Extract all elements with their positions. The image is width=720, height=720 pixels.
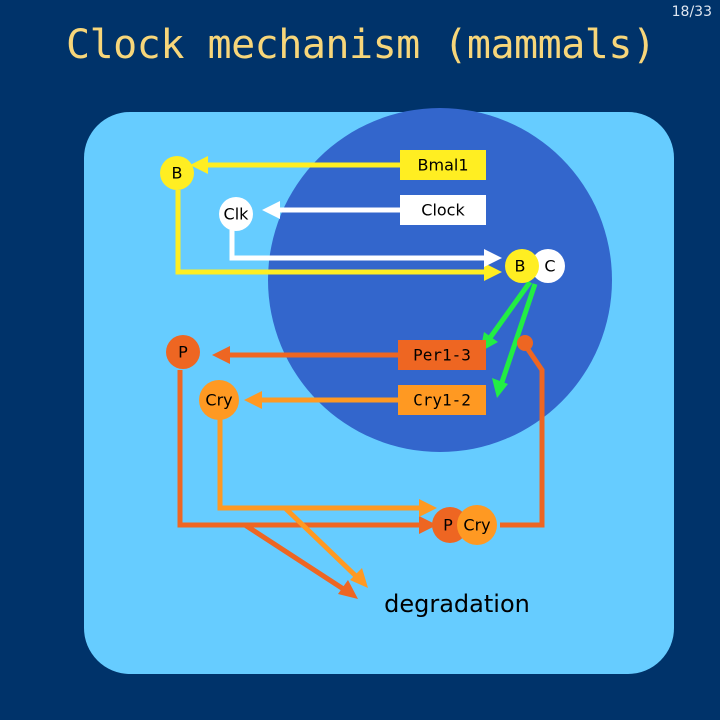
degradation-arrow-p xyxy=(245,525,348,592)
page-number: 18/33 xyxy=(671,4,712,20)
degradation-label: degradation xyxy=(384,590,530,618)
repression-end xyxy=(517,335,533,351)
per-gene-label: Per1-3 xyxy=(413,345,471,365)
cry-arrowhead xyxy=(244,391,262,409)
clock-arrowhead xyxy=(262,201,280,219)
cry-gene-label: Cry1-2 xyxy=(413,390,471,410)
complex-p-label: P xyxy=(443,515,453,535)
bmal1-gene-label: Bmal1 xyxy=(417,155,469,175)
complex-b-label: B xyxy=(514,256,526,276)
clk-protein-label: Clk xyxy=(223,204,249,224)
complex-c-label: C xyxy=(544,256,556,276)
complex-cry-label: Cry xyxy=(463,515,491,535)
b-protein-label: B xyxy=(171,163,183,183)
p-protein-label: P xyxy=(178,342,188,362)
clock-gene-label: Clock xyxy=(421,200,465,220)
degradation-arrow-cry xyxy=(285,508,360,580)
slide-title: Clock mechanism (mammals) xyxy=(66,22,656,68)
cry-complex-arrowhead xyxy=(419,499,437,517)
cry-protein-label: Cry xyxy=(205,390,233,410)
per-arrowhead xyxy=(212,346,230,364)
